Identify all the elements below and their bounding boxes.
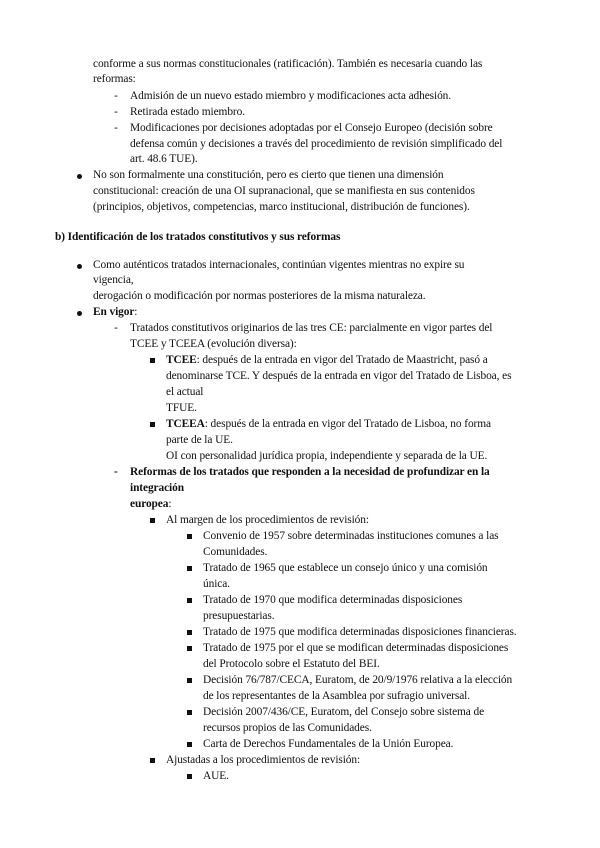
text-line: recursos propios de las Comunidades. [203, 722, 372, 734]
dash-bullet: - [114, 322, 118, 334]
text-line: de los representantes de la Asamblea por sufragio universal. [203, 690, 470, 702]
bold-term: europea [130, 498, 169, 510]
text-fragment: : [168, 498, 172, 510]
list-item: Al margen de los procedimientos de revisión: [166, 514, 369, 526]
list-item: Carta de Derechos Fundamentales de la Unión Europea. [203, 738, 454, 750]
list-item: Tratados constitutivos originarios de las tres CE: parcialmente en vigor partes del [130, 322, 493, 334]
list-item [166, 353, 488, 368]
list-item: Tratado de 1975 por el que se modifican determinadas disposiciones [203, 642, 509, 654]
text-line [130, 497, 171, 512]
bold-term: TCEE [166, 354, 197, 366]
bullet-icon [77, 264, 82, 269]
square-bullet-icon [150, 518, 155, 523]
text-line: conforme a sus normas constitucionales (ratificación). También es necesaria cuando las [93, 58, 483, 70]
text-line: única. [203, 578, 230, 590]
square-bullet-icon [187, 646, 192, 651]
text-line: parte de la UE. [166, 434, 233, 446]
list-item: Ajustadas a los procedimientos de revisión: [166, 754, 361, 766]
list-item: Decisión 2007/436/CE, Euratom, del Consejo sobre sistema de [203, 706, 485, 718]
list-item: Convenio de 1957 sobre determinadas instituciones comunes a las [203, 530, 499, 542]
text-line: derogación o modificación por normas posteriores de la misma naturaleza. [93, 290, 426, 302]
text-line: el actual [166, 386, 204, 398]
list-item: Modificaciones por decisiones adoptadas por el Consejo Europeo (decisión sobre [130, 122, 493, 134]
text-line: integración [130, 482, 184, 494]
dash-bullet: - [114, 122, 118, 134]
square-bullet-icon [150, 422, 155, 427]
text-line: (principios, objetivos, competencias, marco institucional, distribución de funciones). [93, 201, 470, 213]
text-line: OI con personalidad jurídica propia, independiente y separada de la UE. [166, 450, 488, 462]
dash-bullet: - [114, 106, 118, 118]
square-bullet-icon [187, 630, 192, 635]
list-item: Como auténticos tratados internacionales, continúan vigentes mientras no expire su [93, 259, 465, 271]
bold-term: En vigor [93, 306, 135, 318]
dash-bullet: - [114, 466, 118, 478]
text-line: reformas: [93, 73, 136, 85]
square-bullet-icon [150, 758, 155, 763]
text-fragment: : después de la entrada en vigor del Tratado de Lisboa, no forma [204, 418, 491, 430]
text-line: constitucional: creación de una OI supranacional, que se manifiesta en sus contenidos [93, 185, 475, 197]
list-item: Retirada estado miembro. [130, 106, 245, 118]
square-bullet-icon [187, 598, 192, 603]
text-line: Comunidades. [203, 546, 268, 558]
list-item: Decisión 76/787/CECA, Euratom, de 20/9/1976 relativa a la elección [203, 674, 513, 686]
list-item: Tratado de 1975 que modifica determinadas disposiciones financieras. [203, 626, 517, 638]
square-bullet-icon [187, 678, 192, 683]
text-fragment: : después de la entrada en vigor del Tratado de Maastricht, pasó a [196, 354, 488, 366]
text-line: presupuestarias. [203, 610, 275, 622]
bullet-icon [77, 311, 82, 316]
text-line: denominarse TCE. Y después de la entrada en vigor del Tratado de Lisboa, es [166, 370, 512, 382]
text-fragment: : [134, 306, 138, 318]
text-line: del Protocolo sobre el Estatuto del BEI. [203, 658, 380, 670]
list-item [166, 417, 491, 432]
dash-bullet: - [114, 90, 118, 102]
square-bullet-icon [187, 742, 192, 747]
list-item: Admisión de un nuevo estado miembro y modificaciones acta adhesión. [130, 90, 452, 102]
square-bullet-icon [187, 566, 192, 571]
section-heading: b) Identificación de los tratados constitutivos y sus reformas [55, 231, 341, 243]
list-item [93, 305, 137, 320]
list-item: Reformas de los tratados que responden a la necesidad de profundizar en la [130, 466, 490, 478]
square-bullet-icon [150, 358, 155, 363]
text-line: TCEE y TCEEA (evolución diversa): [130, 338, 297, 350]
text-line: vigencia, [93, 274, 134, 286]
square-bullet-icon [187, 534, 192, 539]
text-line: defensa común y decisiones a través del procedimiento de revisión simplificado del [130, 138, 503, 150]
list-item: Tratado de 1965 que establece un consejo único y una comisión [203, 562, 488, 574]
square-bullet-icon [187, 710, 192, 715]
text-line: art. 48.6 TUE). [130, 153, 198, 165]
list-item: Tratado de 1970 que modifica determinadas disposiciones [203, 594, 463, 606]
bold-term: TCEEA [166, 418, 205, 430]
list-item: No son formalmente una constitución, pero es cierto que tienen una dimensión [93, 169, 444, 181]
square-bullet-icon [187, 774, 192, 779]
bullet-icon [77, 174, 82, 179]
text-line: TFUE. [166, 402, 197, 414]
list-item: AUE. [203, 770, 229, 782]
